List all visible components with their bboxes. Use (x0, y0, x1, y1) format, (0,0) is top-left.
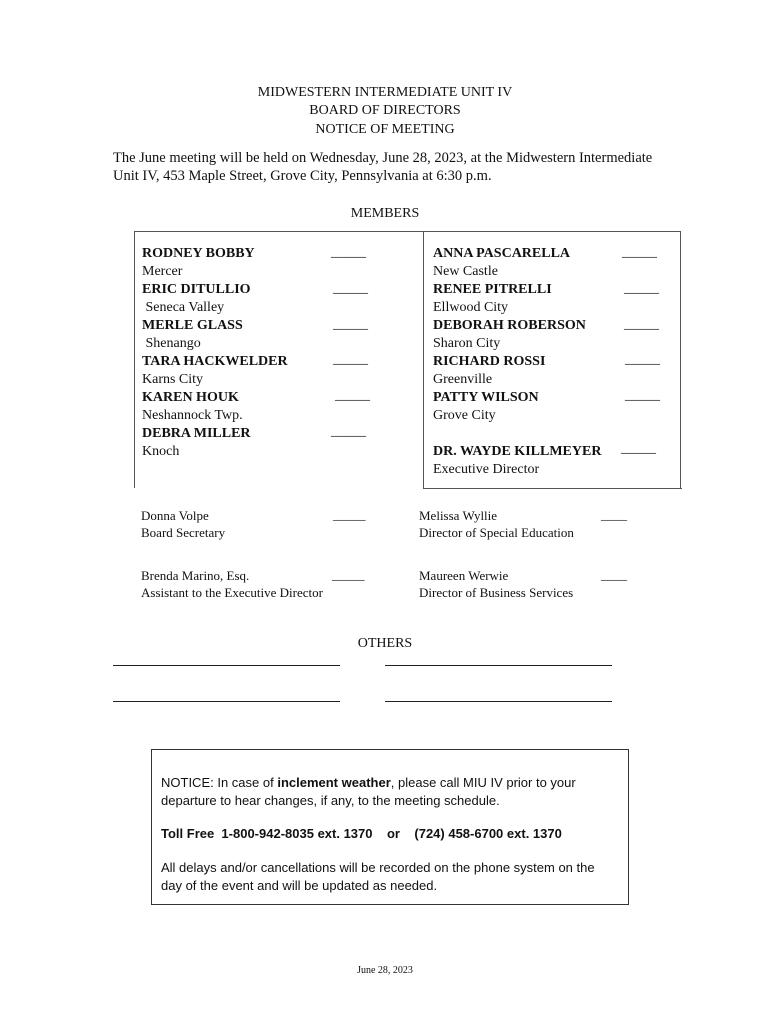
member-name: DEBRA MILLER (142, 426, 251, 441)
member-location: Neshannock Twp. (142, 408, 243, 423)
staff-title: Board Secretary (141, 525, 226, 540)
others-heading: OTHERS (357, 636, 413, 651)
member-name: RICHARD ROSSI (433, 354, 546, 369)
member-name: DEBORAH ROBERSON (433, 318, 586, 333)
notice-prefix: NOTICE: In case of (161, 775, 278, 790)
staff-name: Maureen Werwie (419, 568, 509, 583)
attendance-blank[interactable]: _____ (333, 507, 366, 522)
others-line[interactable] (113, 701, 340, 702)
staff-name: Brenda Marino, Esq. (141, 568, 250, 583)
attendance-blank[interactable]: _____ (624, 317, 659, 332)
staff-title: Assistant to the Executive Director (141, 585, 323, 600)
member-location: Grove City (433, 408, 496, 423)
board-title: BOARD OF DIRECTORS (309, 103, 461, 118)
staff-title: Director of Special Education (419, 525, 574, 540)
attendance-blank[interactable]: _____ (332, 567, 365, 582)
toll-free-numbers: Toll Free 1-800-942-8035 ext. 1370 or (724) 458-6700 ext. 1370 (161, 826, 562, 841)
others-line[interactable] (113, 665, 340, 666)
notice-suffix: , please call MIU IV prior to your departure to hear changes, if any, to the meeting schedule. (161, 775, 576, 808)
member-location: New Castle (433, 264, 498, 279)
intro-line-1: The June meeting will be held on Wednesday, June 28, 2023, at the Midwestern Intermediate (113, 150, 653, 166)
member-name: RENEE PITRELLI (433, 282, 552, 297)
member-name: MERLE GLASS (142, 318, 243, 333)
attendance-blank[interactable]: _____ (331, 245, 366, 260)
others-line[interactable] (385, 701, 612, 702)
member-location: Shenango (142, 336, 201, 351)
others-line[interactable] (385, 665, 612, 666)
executive-title: Executive Director (433, 462, 540, 477)
executive-name: DR. WAYDE KILLMEYER (433, 444, 602, 459)
footer-date: June 28, 2023 (357, 965, 413, 976)
intro-line-2: Unit IV, 453 Maple Street, Grove City, Pennsylvania at 6:30 p.m. (113, 168, 492, 184)
member-name: ANNA PASCARELLA (433, 246, 571, 261)
attendance-blank[interactable]: _____ (624, 281, 659, 296)
attendance-blank[interactable]: ____ (601, 567, 627, 582)
member-name: RODNEY BOBBY (142, 246, 255, 261)
member-location: Seneca Valley (142, 300, 225, 315)
members-divider (423, 232, 424, 489)
notice-title: NOTICE OF MEETING (315, 122, 455, 137)
attendance-blank[interactable]: _____ (331, 424, 366, 439)
members-bottom-border (423, 488, 682, 489)
member-name: KAREN HOUK (142, 390, 239, 405)
attendance-blank[interactable]: ____ (601, 507, 627, 522)
attendance-blank[interactable]: _____ (333, 281, 368, 296)
member-location: Greenville (433, 372, 493, 387)
notice-emphasis: inclement weather (277, 775, 391, 790)
member-location: Knoch (142, 444, 180, 459)
staff-title: Director of Business Services (419, 585, 574, 600)
attendance-blank[interactable]: _____ (625, 352, 660, 367)
attendance-blank[interactable]: _____ (333, 352, 368, 367)
notice-delays: All delays and/or cancellations will be recorded on the phone system on the day of the event and will be updated as needed. (161, 860, 595, 893)
staff-name: Donna Volpe (141, 508, 209, 523)
notice-paragraph (161, 774, 616, 810)
weather-notice-box (151, 749, 629, 905)
member-location: Mercer (142, 264, 183, 279)
member-location: Karns City (142, 372, 204, 387)
attendance-blank[interactable]: _____ (621, 441, 656, 456)
members-right-column (433, 245, 601, 479)
attendance-blank[interactable]: _____ (335, 388, 370, 403)
org-name: MIDWESTERN INTERMEDIATE UNIT IV (257, 85, 513, 100)
member-name: TARA HACKWELDER (142, 354, 288, 369)
attendance-blank[interactable]: _____ (333, 317, 368, 332)
member-location: Ellwood City (433, 300, 509, 315)
attendance-blank[interactable]: _____ (622, 245, 657, 260)
attendance-blank[interactable]: _____ (625, 388, 660, 403)
members-left-column (142, 245, 288, 461)
members-heading: MEMBERS (350, 206, 420, 221)
member-name: ERIC DITULLIO (142, 282, 251, 297)
staff-name: Melissa Wyllie (419, 508, 498, 523)
member-name: PATTY WILSON (433, 390, 539, 405)
member-location: Sharon City (433, 336, 501, 351)
